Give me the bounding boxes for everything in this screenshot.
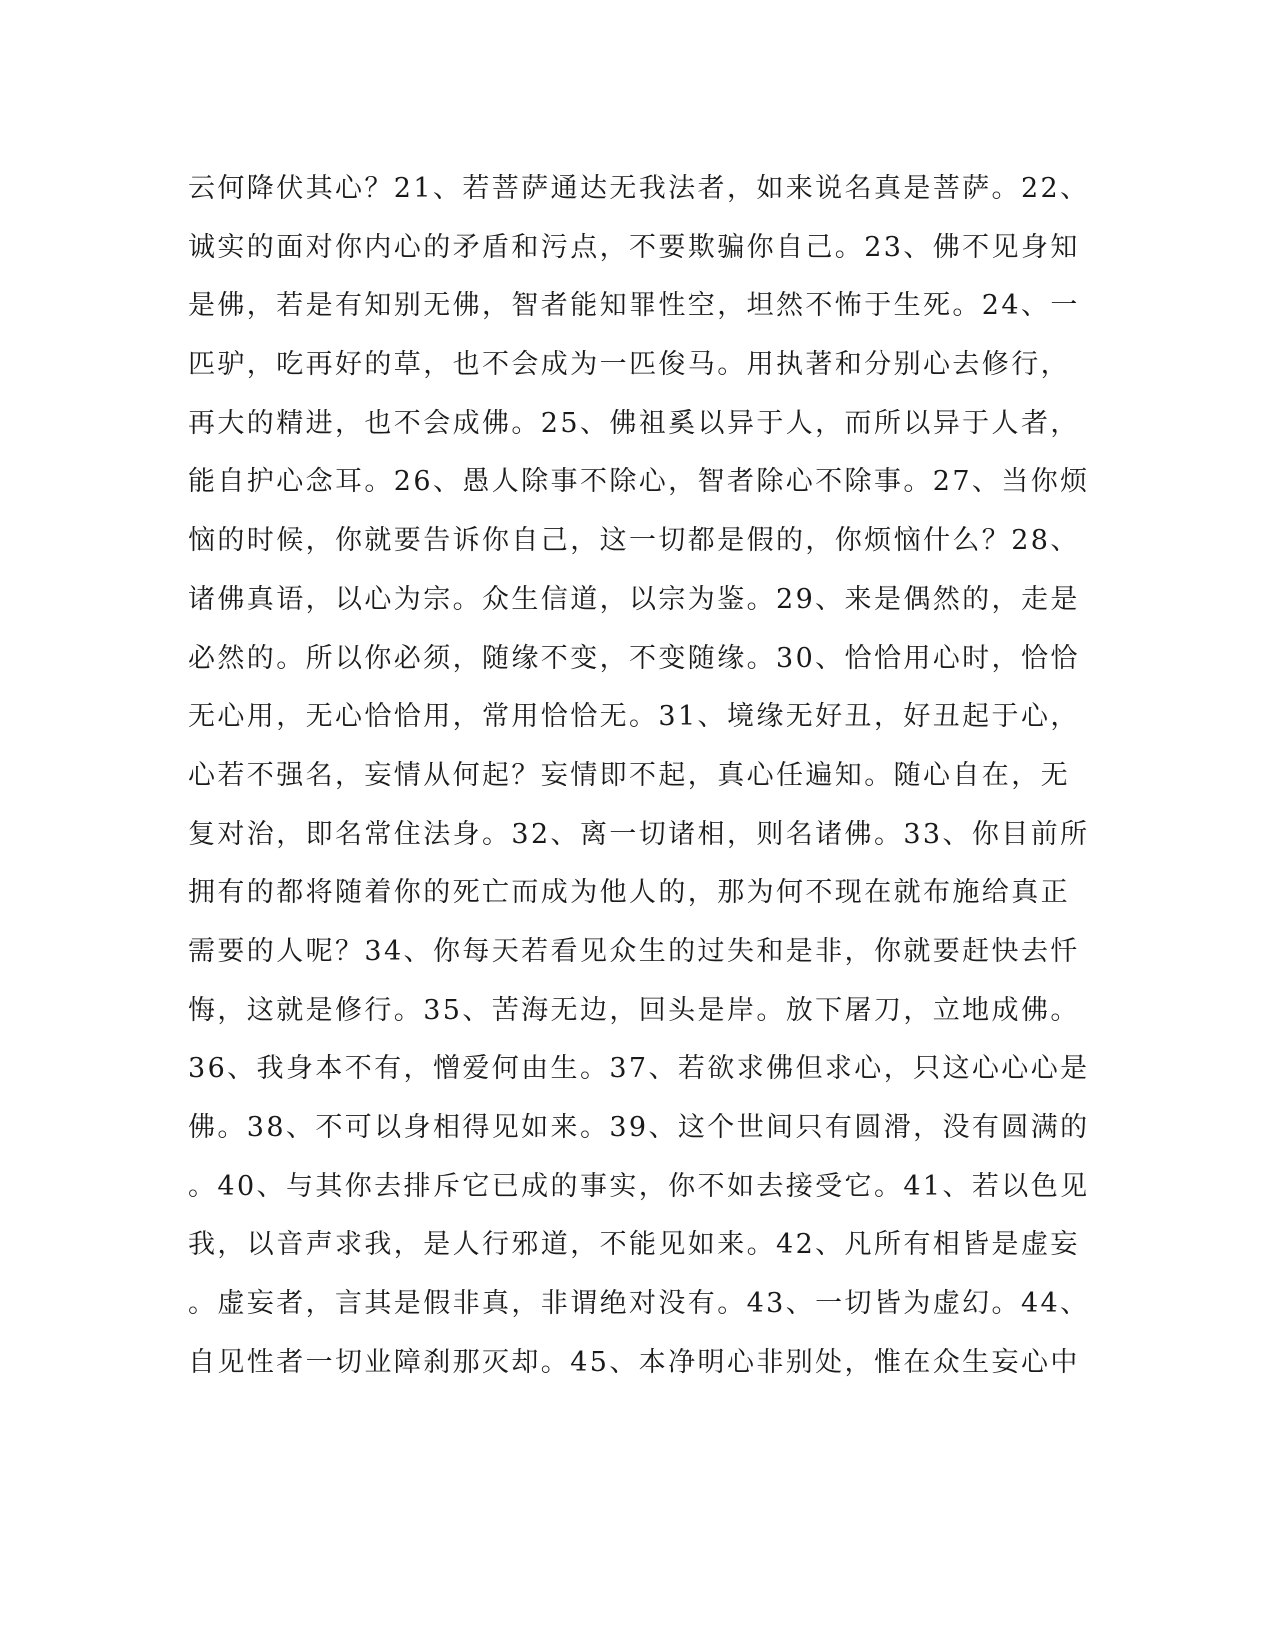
text-line: 需要的人呢？34、你每天若看见众生的过失和是非，你就要赶快去忏 <box>188 935 1080 967</box>
text-line: 心若不强名，妄情从何起？妄情即不起，真心任遍知。随心自在，无 <box>188 759 1070 791</box>
text-line: 拥有的都将随着你的死亡而成为他人的，那为何不现在就布施给真正 <box>188 877 1070 909</box>
text-line: 佛。38、不可以身相得见如来。39、这个世间只有圆滑，没有圆满的 <box>188 1112 1090 1143</box>
text-line: 。虚妄者，言其是假非真，非谓绝对没有。43、一切皆为虚幻。44、 <box>188 1288 1090 1320</box>
text-line: 再大的精进，也不会成佛。25、佛祖奚以异于人，而所以异于人者， <box>188 407 1080 439</box>
text-line: 是佛，若是有知别无佛，智者能知罪性空，坦然不怖于生死。24、一 <box>188 290 1080 322</box>
text-line: 36、我身本不有，憎爱何由生。37、若欲求佛但求心，只这心心心是 <box>188 1053 1090 1085</box>
body-text <box>188 160 1090 1392</box>
text-line: 无心用，无心恰恰用，常用恰恰无。31、境缘无好丑，好丑起于心， <box>188 701 1080 733</box>
text-line: 我，以音声求我，是人行邪道，不能见如来。42、凡所有相皆是虚妄 <box>188 1229 1080 1261</box>
text-line: 自见性者一切业障刹那灭却。45、本净明心非别处，惟在众生妄心中 <box>188 1346 1080 1378</box>
text-line: 恼的时候，你就要告诉你自己，这一切都是假的，你烦恼什么？28、 <box>188 525 1080 557</box>
text-line: 复对治，即名常住法身。32、离一切诸相，则名诸佛。33、你目前所 <box>188 818 1090 850</box>
text-line: 匹驴，吃再好的草，也不会成为一匹俊马。用执著和分别心去修行， <box>188 349 1070 381</box>
text-line: 诚实的面对你内心的矛盾和污点，不要欺骗你自己。23、佛不见身知 <box>188 231 1080 263</box>
text-line: 必然的。所以你必须，随缘不变，不变随缘。30、恰恰用心时，恰恰 <box>188 642 1080 674</box>
text-line: 云何降伏其心？21、若菩萨通达无我法者，如来说名真是菩萨。22、 <box>188 173 1090 204</box>
text-line: 。40、与其你去排斥它已成的事实，你不如去接受它。41、若以色见 <box>188 1170 1090 1202</box>
text-line: 悔，这就是修行。35、苦海无边，回头是岸。放下屠刀，立地成佛。 <box>188 994 1080 1026</box>
text-line: 诸佛真语，以心为宗。众生信道，以宗为鉴。29、来是偶然的，走是 <box>188 583 1080 615</box>
text-line: 能自护心念耳。26、愚人除事不除心，智者除心不除事。27、当你烦 <box>188 466 1090 498</box>
